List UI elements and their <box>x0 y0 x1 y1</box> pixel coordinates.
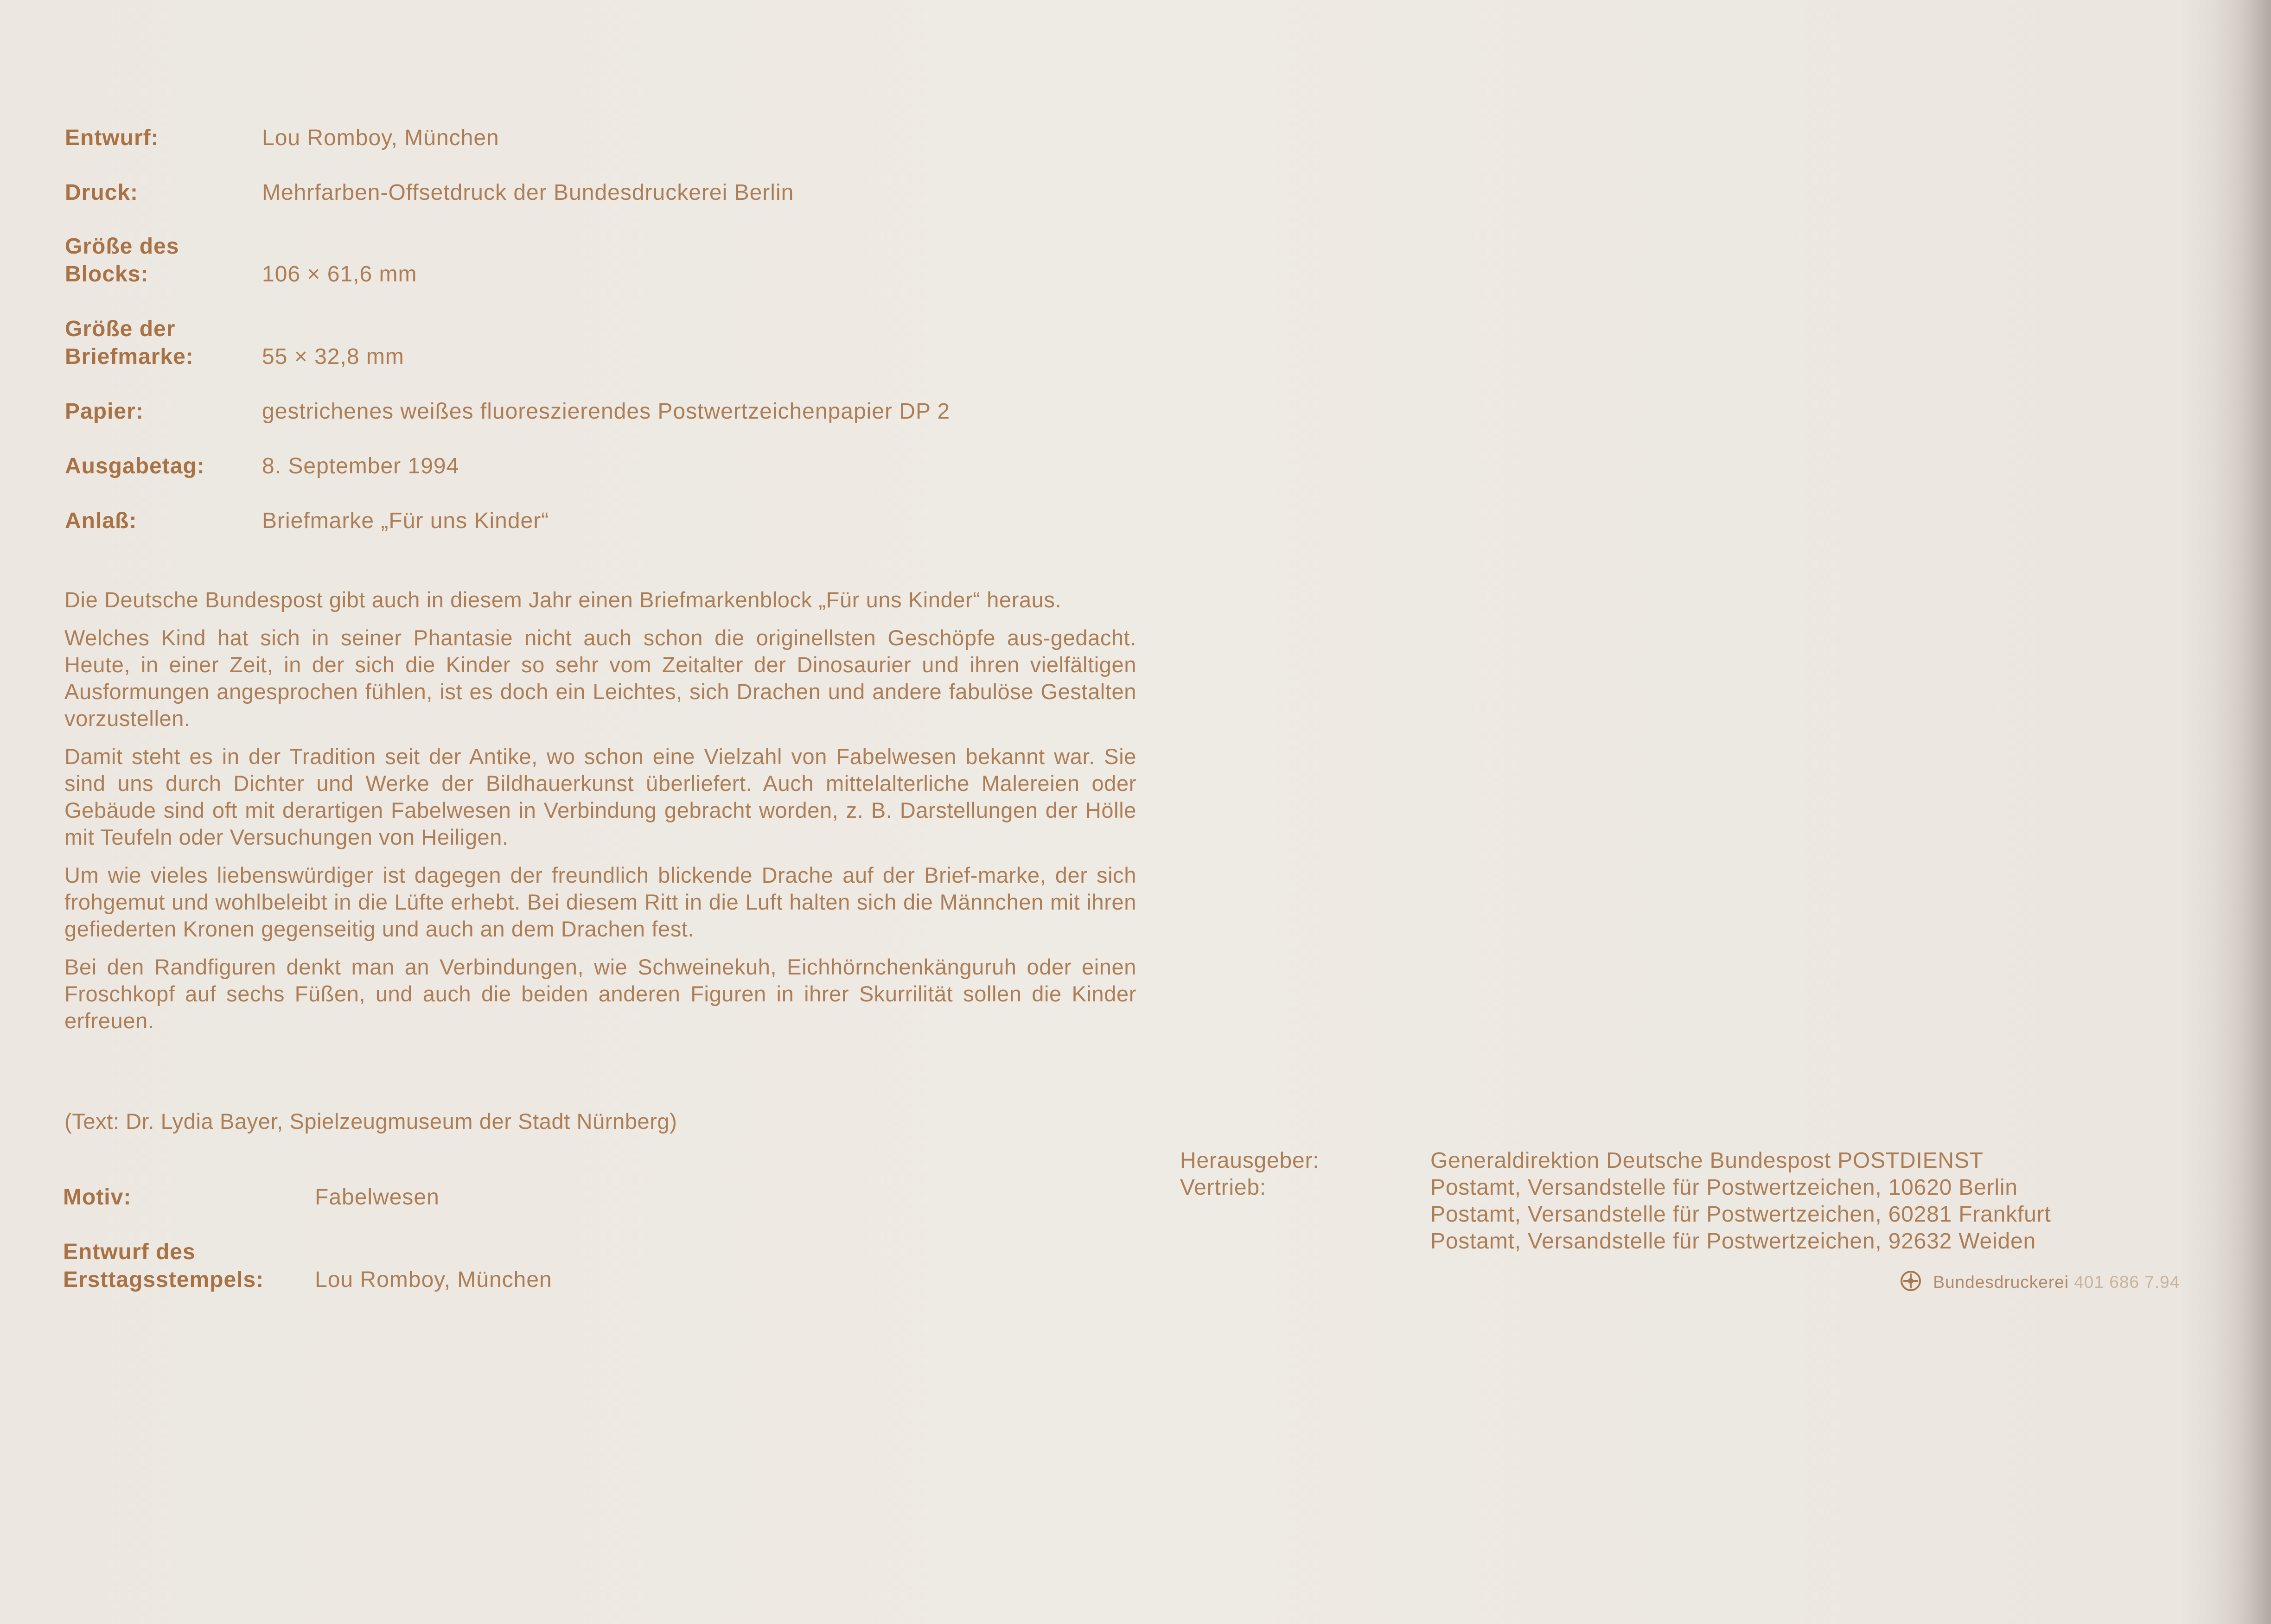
spec-label-line: Größe des <box>65 234 179 259</box>
spec-label <box>65 124 260 152</box>
spec-value: Mehrfarben-Offsetdruck der Bundesdruckerei Berlin <box>262 180 794 205</box>
body-paragraph: Damit steht es in der Tradition seit der Antike, wo schon eine Vielzahl von Fabelwesen bekannt war. Sie sind uns durch Dichter und Werke der Bildhauerkunst überliefert. Auch mittelalterliche Malereien oder Gebäude sind oft mit derartigen Fabelwesen in Verbindung gebracht worden, z. B. Darstellungen der Hölle mit Teufeln oder Versuchungen von Heiligen. <box>64 744 1136 849</box>
spec-value: 8. September 1994 <box>262 454 459 478</box>
motiv-label: Motiv: <box>63 1185 132 1210</box>
spec-value: 55 × 32,8 mm <box>262 344 404 369</box>
body-paragraph: Bei den Randfiguren denkt man an Verbindungen, wie Schweinekuh, Eichhörnchenkänguruh oder einen Froschkopf auf sechs Füßen, und auch die beiden anderen Figuren in ihrer Skurrilität sollen die Kinder erfreuen. <box>64 955 1136 1033</box>
page-edge-shadow <box>2215 0 2271 1624</box>
printer-name: Bundesdruckerei <box>1933 1272 2069 1292</box>
herausgeber-label: Herausgeber: <box>1180 1148 1320 1173</box>
spec-label-line: Blocks: <box>65 262 149 287</box>
spec-label <box>65 398 260 426</box>
publisher-line: Postamt, Versandstelle für Postwertzeichen, 92632 Weiden <box>1430 1229 2036 1254</box>
postmark-design-label-line: Entwurf des <box>63 1240 196 1264</box>
body-text <box>64 586 1136 1045</box>
spec-label <box>65 233 260 288</box>
spec-label-text: Entwurf: <box>65 126 159 150</box>
publisher-line: Postamt, Versandstelle für Postwertzeichen, 10620 Berlin <box>1430 1175 2018 1200</box>
spec-label <box>65 315 260 371</box>
printer-imprint <box>1900 1270 2180 1296</box>
motiv-value: Fabelwesen <box>315 1185 440 1210</box>
printer-code: 401 686 7.94 <box>2074 1272 2180 1292</box>
spec-label <box>65 507 260 535</box>
postmark-design-label <box>63 1238 264 1294</box>
spec-label <box>65 179 260 207</box>
spec-label-text: Druck: <box>65 180 139 205</box>
spec-label-text: Ausgabetag: <box>65 454 205 478</box>
bundesdruckerei-logo-icon <box>1900 1270 1921 1296</box>
text-credit: (Text: Dr. Lydia Bayer, Spielzeugmuseum der Stadt Nürnberg) <box>64 1109 677 1134</box>
postmark-design-label-line: Ersttagsstempels: <box>63 1267 264 1292</box>
publisher-line: Generaldirektion Deutsche Bundespost POSTDIENST <box>1430 1148 1984 1173</box>
postmark-design-value: Lou Romboy, München <box>315 1267 552 1292</box>
publisher-line: Postamt, Versandstelle für Postwertzeichen, 60281 Frankfurt <box>1430 1202 2051 1227</box>
spec-value: gestrichenes weißes fluoreszierendes Postwertzeichenpapier DP 2 <box>262 399 951 424</box>
spec-value: Briefmarke „Für uns Kinder“ <box>262 509 549 533</box>
spec-label-text: Anlaß: <box>65 509 137 533</box>
body-paragraph: Welches Kind hat sich in seiner Phantasie nicht auch schon die originellsten Geschöpfe aus-gedacht. Heute, in einer Zeit, in der sich die Kinder so sehr vom Zeitalter der Dinosaurier und ihren vielfältigen Ausformungen angesprochen fühlen, ist es doch ein Leichtes, sich Drachen und andere fabulöse Gestalten vorzustellen. <box>64 625 1136 731</box>
spec-label-line: Briefmarke: <box>65 344 194 369</box>
spec-label-line: Größe der <box>65 317 176 341</box>
vertrieb-label: Vertrieb: <box>1180 1175 1266 1200</box>
spec-value: Lou Romboy, München <box>262 126 499 150</box>
spec-label-text: Papier: <box>65 399 144 424</box>
spec-label <box>65 452 260 480</box>
body-paragraph: Die Deutsche Bundespost gibt auch in diesem Jahr einen Briefmarkenblock „Für uns Kinder“ heraus. <box>64 587 1062 612</box>
spec-value: 106 × 61,6 mm <box>262 262 417 287</box>
body-paragraph: Um wie vieles liebenswürdiger ist dagegen der freundlich blickende Drache auf der Brief-marke, der sich frohgemut und wohlbeleibt in die Lüfte erhebt. Bei diesem Ritt in die Luft halten sich die Männchen mit ihren gefiederten Kronen gegenseitig und auch an dem Drachen fest. <box>64 863 1136 941</box>
